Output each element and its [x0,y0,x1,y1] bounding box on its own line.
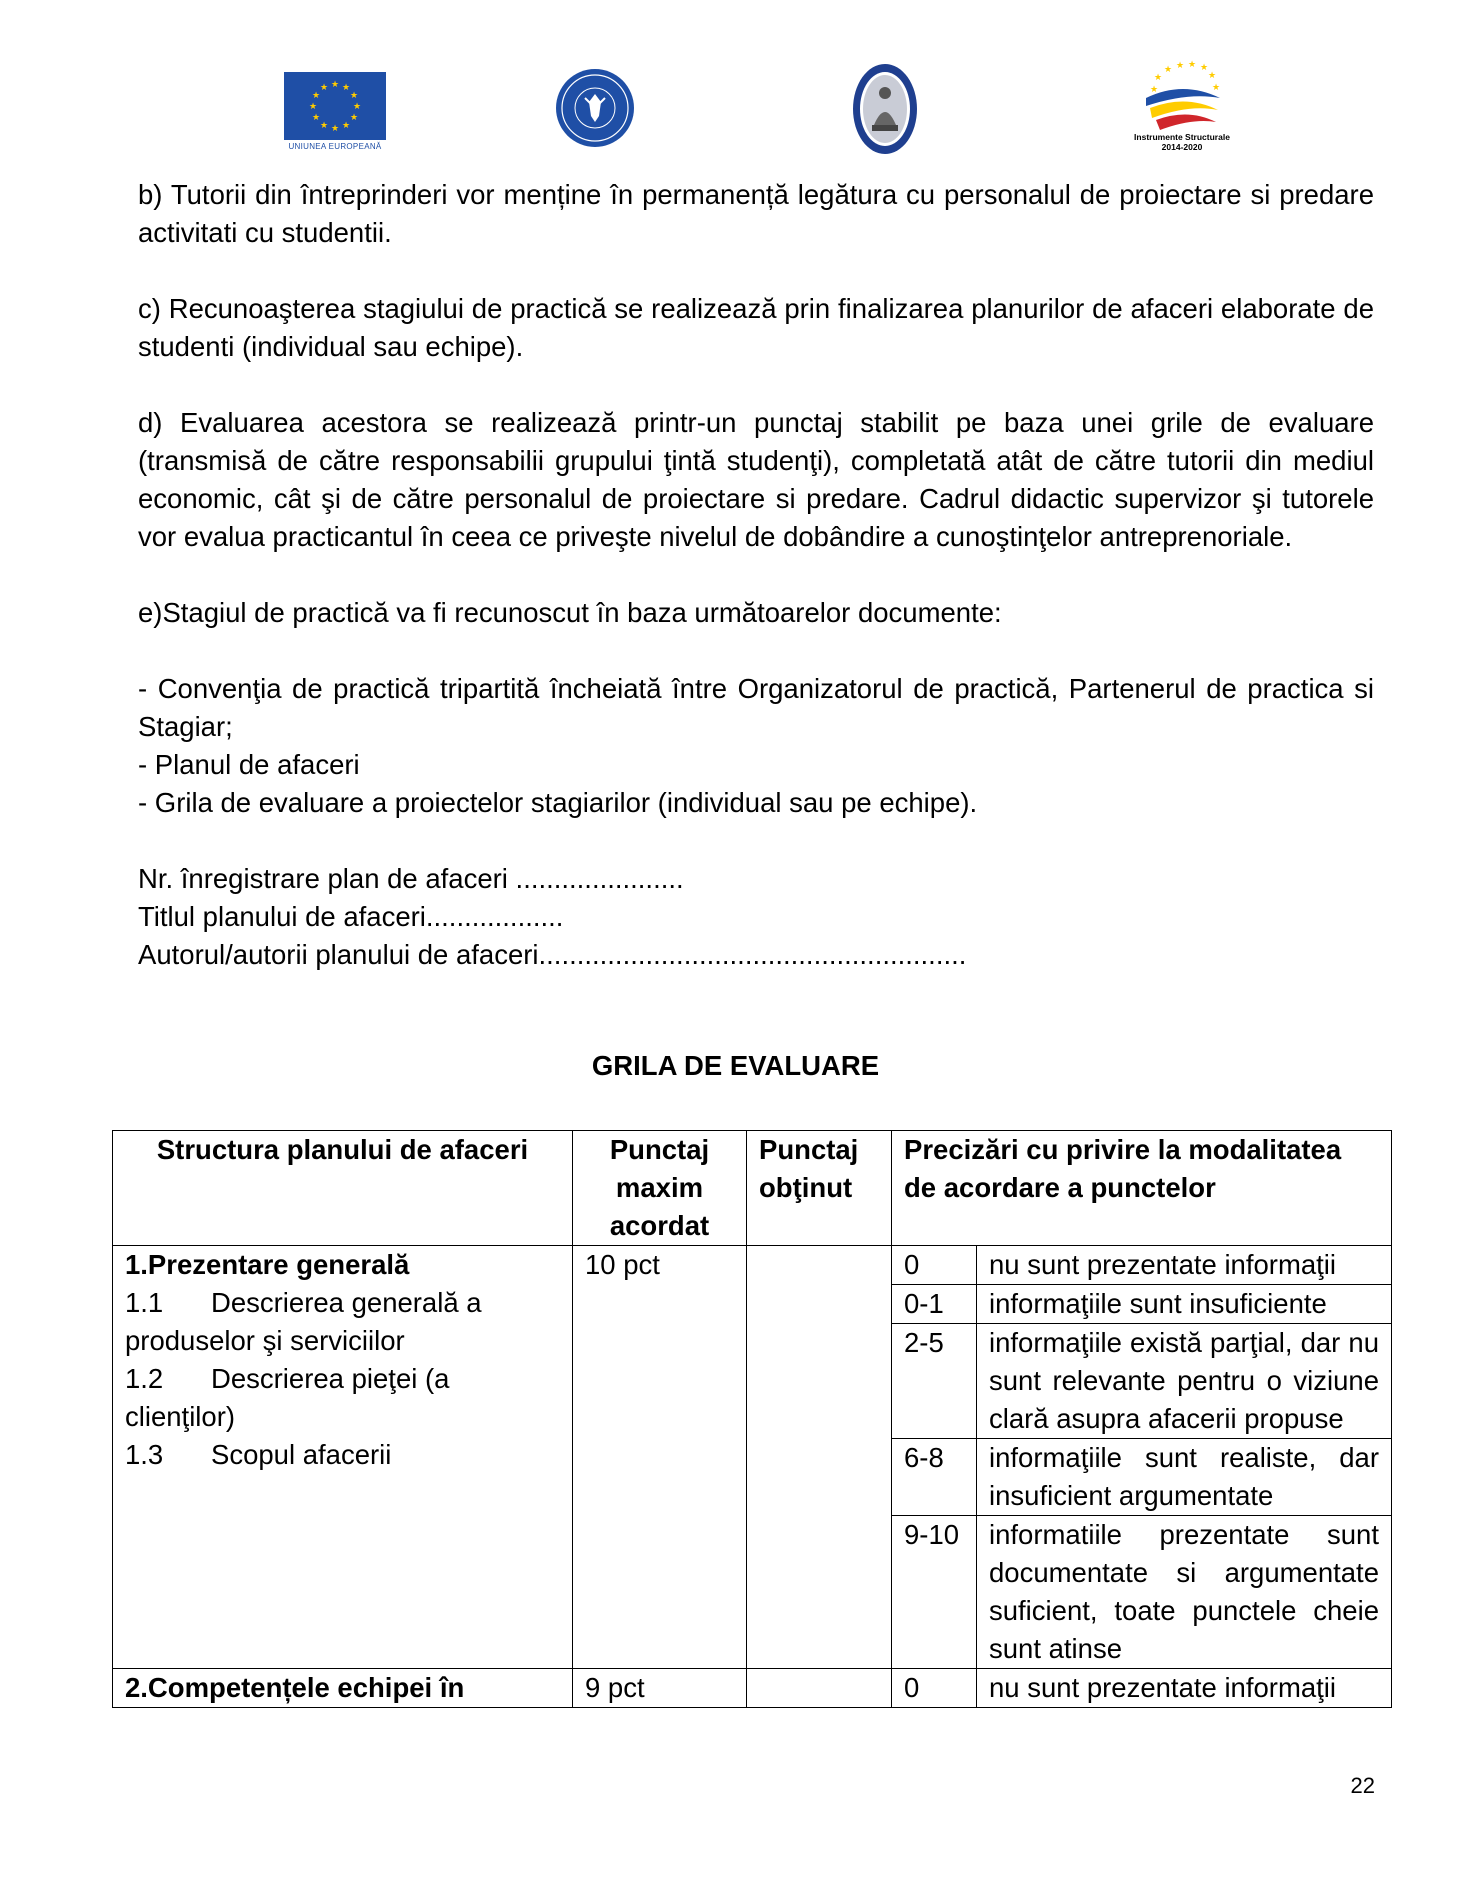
svg-text:★: ★ [341,83,351,93]
table-row [113,1246,1392,1285]
score-description: nu sunt prezentate informaţii [977,1669,1392,1708]
paragraph-c: c) Recunoaşterea stagiului de practică se realizează prin finalizarea planurilor de afaceri elaborate de studenti (individual sau echipe). [138,293,1374,362]
evaluation-grid-table [112,1130,1392,1708]
university-emblem-logo [852,63,918,155]
field-autor: Autorul/autorii planului de afaceri........................................................ [138,939,967,970]
score-description: informaţiile sunt insuficiente [977,1285,1392,1324]
list-item-grila: - Grila de evaluare a proiectelor stagiarilor (individual sau pe echipe). [138,787,978,818]
score-description: nu sunt prezentate informaţii [977,1246,1392,1285]
svg-text:★: ★ [341,121,351,131]
score-description: informaţiile există parţial, dar nu sunt relevante pentru o viziune clară asupra afacerii propuse [977,1324,1392,1439]
section1-obtained-score[interactable] [747,1246,892,1669]
svg-text:★: ★ [319,121,329,131]
page-number: 22 [1350,1773,1375,1798]
header-logos [0,58,1471,158]
svg-text:★: ★ [1149,85,1159,95]
svg-text:★: ★ [1207,71,1217,81]
field-nr-inregistrare: Nr. înregistrare plan de afaceri ...................... [138,863,684,894]
score-description: informaţiile sunt realiste, dar insuficient argumentate [977,1439,1392,1516]
svg-text:★: ★ [311,91,321,101]
list-item-planul: - Planul de afaceri [138,749,360,780]
header-punctaj-obtinut: Punctaj obţinut [747,1131,892,1246]
paragraph-b: b) Tutorii din întreprinderi vor menține în permanență legătura cu personalul de proiectare si predare activitati cu studentii. [138,179,1374,248]
svg-text:★: ★ [311,113,321,123]
score-range: 2-5 [892,1324,977,1439]
svg-text:★: ★ [1163,65,1173,75]
table-row [113,1669,1392,1708]
government-seal-logo [555,68,635,148]
header-structura: Structura planului de afaceri [113,1131,573,1246]
section1-item: 1.3 Scopul afacerii [125,1439,392,1470]
svg-text:★: ★ [1199,63,1209,73]
table-header-row [113,1131,1392,1246]
svg-text:★: ★ [349,91,359,101]
svg-text:★: ★ [1175,61,1185,71]
section2-max-score: 9 pct [573,1669,747,1708]
section1-max-score: 10 pct [573,1246,747,1669]
svg-text:★: ★ [352,102,362,112]
score-range: 0 [892,1246,977,1285]
field-titlul: Titlul planului de afaceri.................. [138,901,564,932]
instrumente-structurale-logo [1128,58,1238,138]
svg-text:★: ★ [349,113,359,123]
instrumente-structurale-caption [1110,132,1254,152]
svg-text:★: ★ [308,102,318,112]
section1-item: 1.1 Descrierea generală a produselor şi serviciilor [125,1287,482,1356]
svg-text:★: ★ [1211,83,1221,93]
section1-title: 1.Prezentare generală [125,1249,410,1280]
paragraph-e: e)Stagiul de practică va fi recunoscut în baza următoarelor documente: [138,597,1002,628]
section2-title: 2.Competențele echipei în [113,1669,573,1708]
paragraph-d: d) Evaluarea acestora se realizează printr-un punctaj stabilit pe baza unei grile de evaluare (transmisă de către responsabilii grupului ţintă studenţi), completată atât de către tutorii din mediul economic, cât şi de către personalul de proiectare si predare. Cadrul didactic supervizor şi tutorele vor evalua practicantul în ceea ce priveşte nivelul de dobândire a cunoştinţelor antreprenoriale. [138,407,1374,552]
score-range: 6-8 [892,1439,977,1516]
section2-obtained-score[interactable] [747,1669,892,1708]
eu-caption: UNIUNEA EUROPEANĂ [288,142,382,151]
score-range: 9-10 [892,1516,977,1669]
body-text [138,176,1374,974]
section1-item: 1.2 Descrierea pieţei (a clienţilor) [125,1363,450,1432]
score-range: 0-1 [892,1285,977,1324]
is-caption-line1: Instrumente Structurale [1134,132,1230,142]
svg-text:★: ★ [1187,60,1197,70]
section1-structure-cell [113,1246,573,1669]
svg-text:★: ★ [330,124,340,134]
header-punctaj-maxim: Punctaj maxim acordat [573,1131,747,1246]
svg-text:★: ★ [319,83,329,93]
grid-title: GRILA DE EVALUARE [591,1050,880,1081]
svg-text:★: ★ [330,80,340,90]
svg-text:★: ★ [1153,73,1163,83]
is-caption-line2: 2014-2020 [1161,142,1203,152]
header-precizari: Precizări cu privire la modalitatea de acordare a punctelor [892,1131,1392,1246]
eu-flag-logo [284,72,386,140]
list-item-conventia: - Convenţia de practică tripartită încheiată între Organizatorul de practică, Partenerul de practica si Stagiar; [138,673,1374,742]
score-range: 0 [892,1669,977,1708]
score-description: informatiile prezentate sunt documentate si argumentate suficient, toate punctele cheie sunt atinse [977,1516,1392,1669]
